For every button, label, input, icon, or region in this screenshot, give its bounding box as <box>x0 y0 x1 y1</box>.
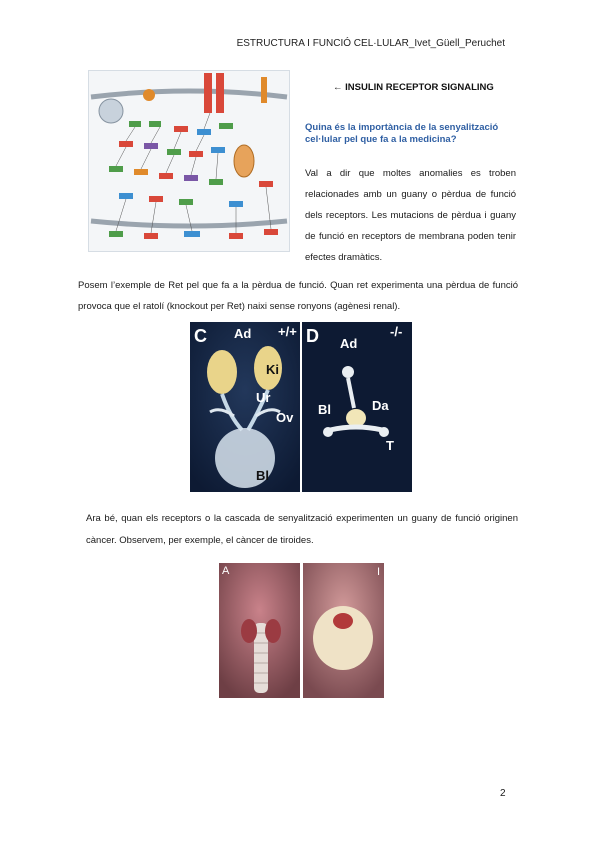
panel-c-letter: C <box>194 326 207 346</box>
label-ov: Ov <box>276 410 294 425</box>
section-question-heading: Quina és la importància de la senyalització cel·lular pel que fa a la medicina? <box>305 122 499 145</box>
running-header: ESTRUCTURA I FUNCIÓ CEL·LULAR_Ivet_Güell_Peruchet <box>236 38 505 49</box>
paragraph-ret-loss-of-function: Posem l’exemple de Ret pel que fa a la pèrdua de funció. Quan ret experimenta una pèrdua de funció provoca que el ratolí (knockout per Ret) naixi sense ronyons (agènesi renal). <box>78 280 518 312</box>
panel-c-genotype: +/+ <box>278 324 297 339</box>
plasma-membrane-top <box>91 91 287 97</box>
panel-a-letter: A <box>222 565 230 577</box>
paragraph-gain-of-function-cancer: Ara bé, quan els receptors o la cascada de senyalització experimenten un guany de funció originen càncer. Observem, per exemple, el càncer de tiroides. <box>86 513 518 546</box>
nuclear-membrane <box>91 221 287 226</box>
panel-d-letter: D <box>306 326 319 346</box>
thyroid-lobe-left-a <box>241 619 257 643</box>
insulin-receptor-right <box>216 73 224 113</box>
mitochondrion <box>234 145 254 177</box>
label-t: T <box>386 438 394 453</box>
panel-d-genotype: -/- <box>390 324 403 339</box>
node-glucose <box>143 89 155 101</box>
transporter-protein <box>261 77 267 103</box>
vesicle-circle <box>99 99 123 123</box>
panel-b-letter: I <box>377 566 381 578</box>
ret-knockout-figure <box>190 322 412 492</box>
label-ad-c: Ad <box>234 326 252 341</box>
label-ad-d: Ad <box>340 336 358 351</box>
paragraph-receptor-anomalies: Val a dir que moltes anomalies es troben relacionades amb un guany o pèrdua de funció dels receptors. Les mutacions de pèrdua i guany de funció en receptors de membrana poden tenir efectes dramàtics. <box>305 168 516 263</box>
insulin-signaling-diagram <box>88 70 290 252</box>
pathway-nodes <box>109 121 278 239</box>
pathway-svg <box>89 71 289 251</box>
label-da: Da <box>372 398 389 413</box>
label-ur: Ur <box>256 390 271 405</box>
tumor-red-center <box>333 613 353 629</box>
thyroid-cancer-figure <box>219 563 384 698</box>
insulin-receptor-left <box>204 73 212 113</box>
label-bl-d: Bl <box>318 402 331 417</box>
panel-c <box>190 322 300 492</box>
bladder-d <box>346 409 366 427</box>
pathway-caption: ← INSULIN RECEPTOR SIGNALING <box>333 82 494 93</box>
kidney-left <box>207 350 237 394</box>
panel-d <box>302 322 412 492</box>
page-number: 2 <box>500 788 506 799</box>
adrenal-d <box>342 366 354 378</box>
label-ki: Ki <box>266 362 279 377</box>
label-bl-c: Bl <box>256 468 269 483</box>
thyroid-lobe-right-a <box>265 619 281 643</box>
thyroid-panel-b <box>303 563 384 698</box>
thyroid-panel-a <box>219 563 300 698</box>
